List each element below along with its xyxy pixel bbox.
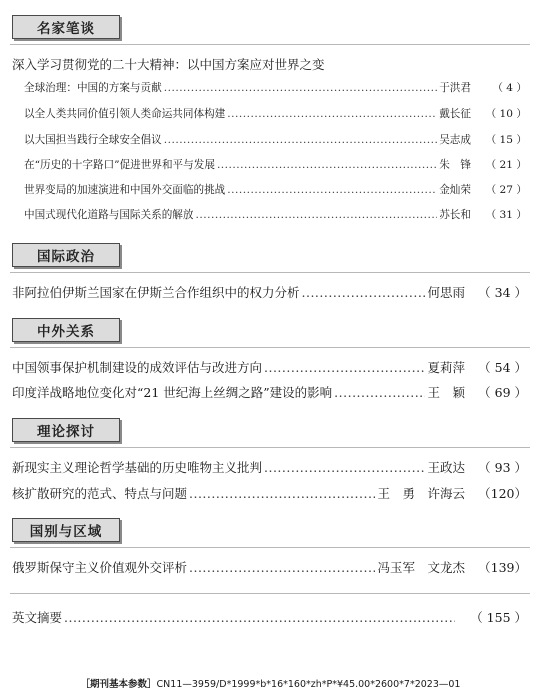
entry-title: 非阿拉伯伊斯兰国家在伊斯兰合作组织中的权力分析	[12, 285, 300, 300]
entry-page: （ 10 ）	[485, 108, 527, 120]
entry-author: 何思雨	[427, 285, 465, 300]
entry-page: （120）	[478, 486, 527, 501]
journal-parameters	[0, 676, 541, 690]
section-heading-guobie: 国别与区域	[12, 518, 120, 542]
toc-entry[interactable]	[12, 358, 527, 376]
dot-leader	[264, 460, 425, 475]
section-rule	[10, 447, 530, 448]
toc-entry[interactable]	[24, 132, 527, 147]
dot-leader	[334, 385, 425, 400]
entry-title: 新现实主义理论哲学基础的历史唯物主义批判	[12, 460, 263, 475]
toc-entry[interactable]	[12, 558, 527, 576]
entry-page: （ 21 ）	[485, 159, 527, 171]
entry-page: （ 34 ）	[478, 285, 527, 300]
toc-entry[interactable]	[12, 283, 527, 301]
dot-leader	[227, 184, 437, 196]
entry-page: （139）	[478, 560, 527, 575]
entry-author: 王 勇 许海云	[377, 486, 465, 501]
toc-entry[interactable]	[24, 207, 527, 222]
entry-page: （ 27 ）	[485, 184, 527, 196]
entry-author: 金灿荣	[439, 184, 471, 196]
entry-author: 苏长和	[439, 209, 471, 221]
entry-page: （ 93 ）	[478, 460, 527, 475]
entry-author: 朱 锋	[439, 159, 471, 171]
dot-leader	[164, 134, 438, 146]
entry-page: （ 31 ）	[485, 209, 527, 221]
section-rule	[10, 347, 530, 348]
dot-leader	[64, 610, 455, 625]
entry-title: 中国式现代化道路与国际关系的解放	[24, 209, 194, 221]
parameters-label: ［期刊基本参数］	[80, 679, 157, 690]
entry-page: （ 4 ）	[492, 82, 527, 94]
dot-leader	[264, 360, 425, 375]
section-rule	[10, 272, 530, 273]
entry-title: 俄罗斯保守主义价值观外交评析	[12, 560, 188, 575]
entry-page: （ 15 ）	[485, 134, 527, 146]
entry-page: （ 54 ）	[478, 360, 527, 375]
entry-page: （ 155 ）	[470, 610, 527, 625]
parameters-text: CN11—3959/D*1999*b*16*160*zh*P*¥45.00*2600*7*2023—01	[156, 679, 461, 690]
toc-entry-abstract[interactable]	[12, 608, 527, 626]
dot-leader	[164, 82, 438, 94]
entry-author: 于洪君	[439, 82, 471, 94]
entry-title: 以全人类共同价值引领人类命运共同体构建	[24, 108, 226, 120]
entry-author: 冯玉军 文龙杰	[377, 560, 465, 575]
toc-entry[interactable]	[12, 458, 527, 476]
section-heading-zhongwai: 中外关系	[12, 318, 120, 342]
entry-title: 印度洋战略地位变化对“21 世纪海上丝绸之路”建设的影响	[12, 385, 333, 400]
section-heading-guoji: 国际政治	[12, 243, 120, 267]
section-rule	[10, 547, 530, 548]
section-heading-lilun: 理论探讨	[12, 418, 120, 442]
toc-entry[interactable]	[24, 106, 527, 121]
dot-leader	[227, 108, 437, 120]
dot-leader	[189, 560, 375, 575]
entry-author: 王政达	[427, 460, 465, 475]
toc-entry[interactable]	[24, 80, 527, 95]
toc-entry[interactable]	[24, 157, 527, 172]
toc-entry[interactable]	[24, 182, 527, 197]
section-topic: 深入学习贯彻党的二十大精神：以中国方案应对世界之变	[12, 57, 325, 72]
entry-title: 全球治理：中国的方案与贡献	[24, 82, 162, 94]
entry-title: 以大国担当践行全球安全倡议	[24, 134, 162, 146]
section-heading-mingjia: 名家笔谈	[12, 15, 120, 39]
entry-author: 吴志成	[439, 134, 471, 146]
entry-author: 王 颖	[427, 385, 465, 400]
dot-leader	[217, 159, 437, 171]
entry-title: 核扩散研究的范式、特点与问题	[12, 486, 188, 501]
toc-entry[interactable]	[12, 484, 527, 502]
section-rule	[10, 593, 530, 594]
dot-leader	[196, 209, 438, 221]
entry-author: 戴长征	[439, 108, 471, 120]
dot-leader	[189, 486, 375, 501]
entry-title: 世界变局的加速演进和中国外交面临的挑战	[24, 184, 226, 196]
entry-page: （ 69 ）	[478, 385, 527, 400]
toc-entry[interactable]	[12, 383, 527, 401]
entry-title: 中国领事保护机制建设的成效评估与改进方向	[12, 360, 263, 375]
entry-author: 夏莉萍	[427, 360, 465, 375]
dot-leader	[302, 285, 426, 300]
entry-title: 英文摘要	[12, 610, 63, 625]
entry-title: 在“历史的十字路口”促进世界和平与发展	[24, 159, 215, 171]
section-rule	[10, 44, 530, 45]
